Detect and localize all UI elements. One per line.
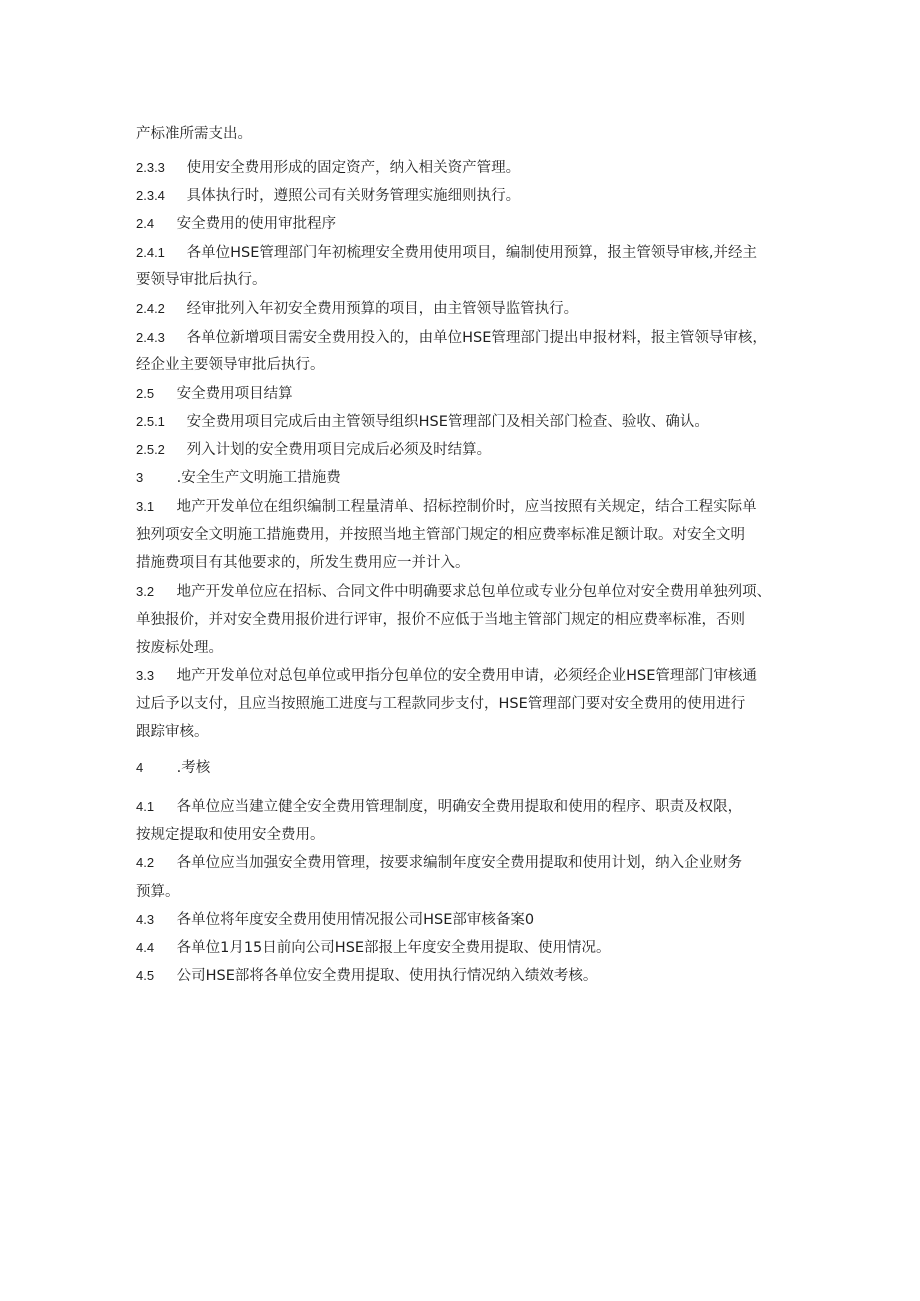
clause-text: 各单位1月15日前向公司HSE部报上年度安全费用提取、使用情况。 bbox=[176, 940, 611, 956]
section-2-4-heading bbox=[136, 214, 788, 234]
clause-4-4 bbox=[136, 938, 788, 958]
clause-4-5 bbox=[136, 966, 788, 986]
clause-3-2-cont bbox=[136, 638, 788, 658]
clause-text: 各单位HSE管理部门年初梳理安全费用使用项目，编制使用预算，报主管领导审核,并经主 bbox=[186, 245, 757, 261]
clause-number: 3.3 bbox=[136, 668, 155, 683]
section-title: 安全费用项目结算 bbox=[176, 386, 293, 402]
clause-2-3-4 bbox=[136, 186, 788, 206]
clause-text: 具体执行时，遵照公司有关财务管理实施细则执行。 bbox=[186, 188, 521, 204]
clause-number: 4.4 bbox=[136, 940, 155, 955]
clause-text: 经企业主要领导审批后执行。 bbox=[136, 357, 325, 373]
clause-2-5-2 bbox=[136, 440, 788, 460]
clause-text: 地产开发单位应在招标、合同文件中明确要求总包单位或专业分包单位对安全费用单独列项、 bbox=[176, 584, 772, 600]
clause-text: 跟踪审核。 bbox=[136, 724, 209, 740]
section-4-heading bbox=[136, 758, 788, 778]
clause-2-5-1 bbox=[136, 412, 788, 432]
clause-number: 3.2 bbox=[136, 584, 155, 599]
clause-3-1 bbox=[136, 497, 788, 517]
clause-number: 4.1 bbox=[136, 799, 155, 814]
section-number: 3 bbox=[136, 470, 144, 485]
clause-text: 预算。 bbox=[136, 884, 180, 900]
clause-4-2 bbox=[136, 853, 788, 873]
clause-number: 4.3 bbox=[136, 912, 155, 927]
clause-3-3-cont bbox=[136, 694, 788, 714]
clause-4-2-cont bbox=[136, 882, 788, 902]
clause-text: 地产开发单位对总包单位或甲指分包单位的安全费用申请，必须经企业HSE管理部门审核通 bbox=[176, 668, 757, 684]
clause-number: 2.5.2 bbox=[136, 442, 165, 457]
section-number: 2.4 bbox=[136, 216, 155, 231]
section-2-5-heading bbox=[136, 384, 788, 404]
clause-3-3 bbox=[136, 666, 788, 686]
section-number: 2.5 bbox=[136, 386, 155, 401]
line-text: 产标准所需支出。 bbox=[136, 126, 252, 142]
clause-number: 2.5.1 bbox=[136, 414, 165, 429]
clause-4-1 bbox=[136, 797, 788, 817]
clause-text: 过后予以支付，且应当按照施工进度与工程款同步支付，HSE管理部门要对安全费用的使用进行 bbox=[136, 696, 746, 712]
clause-number: 3.1 bbox=[136, 499, 155, 514]
clause-2-4-1 bbox=[136, 243, 788, 263]
section-number: 4 bbox=[136, 760, 144, 775]
clause-text: 各单位新增项目需安全费用投入的，由单位HSE管理部门提出申报材料，报主管领导审核， bbox=[186, 330, 767, 346]
clause-number: 4.5 bbox=[136, 968, 155, 983]
clause-text: 各单位将年度安全费用使用情况报公司HSE部审核备案0 bbox=[176, 912, 535, 928]
clause-number: 2.3.4 bbox=[136, 188, 165, 203]
clause-text: 措施费项目有其他要求的，所发生费用应一并计入。 bbox=[136, 555, 470, 571]
section-title: .安全生产文明施工措施费 bbox=[176, 470, 341, 486]
clause-text: 各单位应当建立健全安全费用管理制度，明确安全费用提取和使用的程序、职责及权限， bbox=[176, 799, 743, 815]
section-title: 安全费用的使用审批程序 bbox=[176, 216, 337, 232]
clause-2-4-3 bbox=[136, 328, 788, 348]
clause-text: 经审批列入年初安全费用预算的项目，由主管领导监管执行。 bbox=[186, 301, 579, 317]
clause-2-3-3 bbox=[136, 158, 788, 178]
clause-number: 4.2 bbox=[136, 855, 155, 870]
clause-2-4-3-cont bbox=[136, 355, 788, 375]
clause-3-2-cont bbox=[136, 610, 788, 630]
clause-text: 公司HSE部将各单位安全费用提取、使用执行情况纳入绩效考核。 bbox=[176, 968, 598, 984]
clause-3-3-cont bbox=[136, 722, 788, 742]
clause-text: 单独报价，并对安全费用报价进行评审，报价不应低于当地主管部门规定的相应费率标准，否则 bbox=[136, 612, 745, 628]
section-3-heading bbox=[136, 468, 788, 488]
clause-4-1-cont bbox=[136, 825, 788, 845]
clause-number: 2.3.3 bbox=[136, 160, 165, 175]
clause-number: 2.4.2 bbox=[136, 301, 165, 316]
clause-text: 独列项安全文明施工措施费用，并按照当地主管部门规定的相应费率标准足额计取。对安全文明 bbox=[136, 527, 745, 543]
clause-number: 2.4.3 bbox=[136, 330, 165, 345]
clause-4-3 bbox=[136, 910, 788, 930]
clause-3-1-cont bbox=[136, 553, 788, 573]
clause-text: 地产开发单位在组织编制工程量清单、招标控制价时，应当按照有关规定，结合工程实际单 bbox=[176, 499, 757, 515]
clause-text: 各单位应当加强安全费用管理，按要求编制年度安全费用提取和使用计划，纳入企业财务 bbox=[176, 855, 743, 871]
clause-number: 2.4.1 bbox=[136, 245, 165, 260]
clause-text: 列入计划的安全费用项目完成后必须及时结算。 bbox=[186, 442, 492, 458]
clause-2-4-1-cont bbox=[136, 270, 788, 290]
clause-text: 使用安全费用形成的固定资产，纳入相关资产管理。 bbox=[186, 160, 521, 176]
clause-text: 要领导审批后执行。 bbox=[136, 272, 267, 288]
section-title: .考核 bbox=[176, 760, 211, 776]
clause-3-2 bbox=[136, 582, 788, 602]
clause-text: 按废标处理。 bbox=[136, 640, 223, 656]
clause-2-4-2 bbox=[136, 299, 788, 319]
clause-text: 按规定提取和使用安全费用。 bbox=[136, 827, 325, 843]
clause-3-1-cont bbox=[136, 525, 788, 545]
paragraph-line bbox=[136, 124, 788, 144]
clause-text: 安全费用项目完成后由主管领导组织HSE管理部门及相关部门检查、验收、确认。 bbox=[186, 414, 709, 430]
